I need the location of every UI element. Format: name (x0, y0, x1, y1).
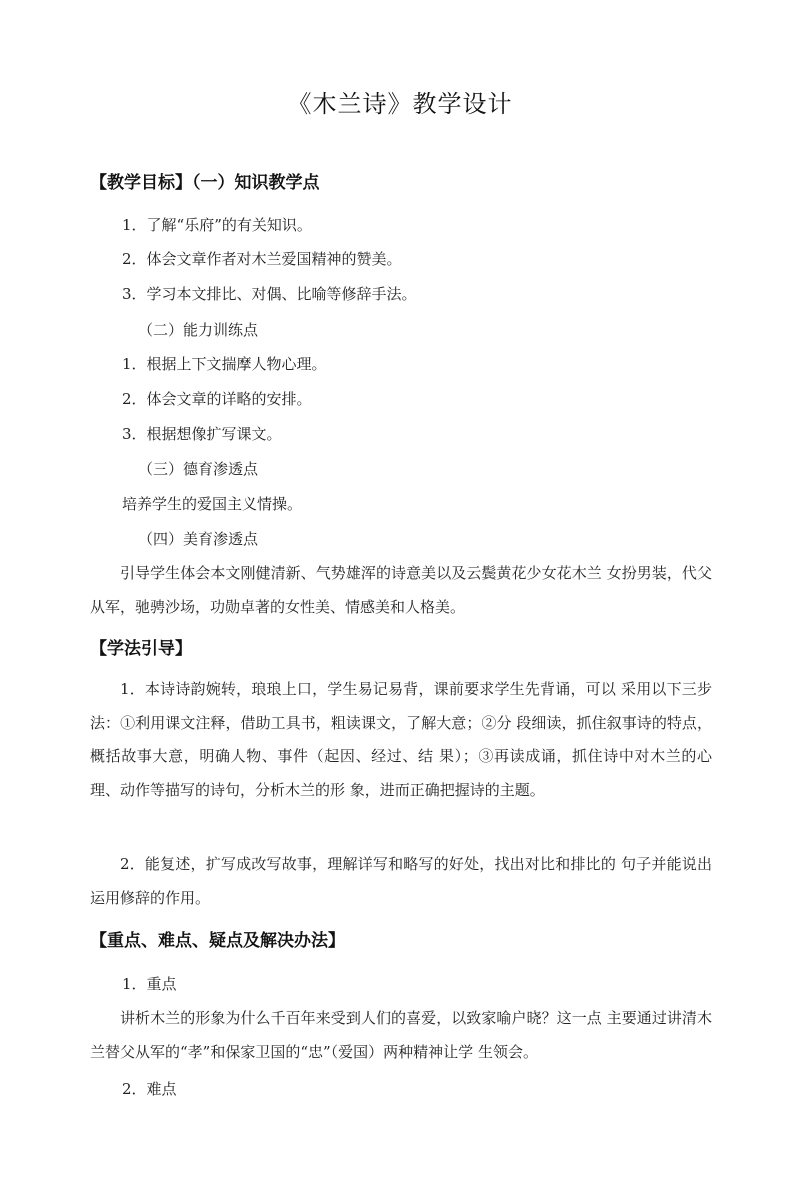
knowledge-item-3: 3．学习本文排比、对偶、比喻等修辞手法。 (122, 285, 417, 303)
teaching-goals-heading (90, 170, 320, 196)
key-point-label: 1．重点 (122, 975, 177, 993)
teaching-goals-label: 【教学目标】 (90, 173, 192, 193)
moral-text: 培养学生的爱国主义情操。 (122, 495, 303, 513)
knowledge-points-subheading: （一）知识教学点 (192, 173, 320, 193)
knowledge-item-1: 1．了解“乐府”的有关知识。 (122, 216, 312, 234)
ability-item-3: 3．根据想像扩写课文。 (122, 425, 282, 443)
key-points-heading: 【重点、难点、疑点及解决办法】 (90, 931, 345, 951)
ability-item-2: 2．体会文章的详略的安排。 (122, 390, 312, 408)
ability-heading: （二）能力训练点 (138, 321, 259, 339)
learning-method-paragraph-1: 1．本诗诗韵婉转，琅琅上口，学生易记易背，课前要求学生先背诵，可以 采用以下三步法：①利用课文注释，借助工具书，粗读课文，了解大意；②分 段细读，抓住叙事诗的特点，概括故事大意，明确人物、事件（起因、经过、结 果）；③再读成诵，抓住诗中对木兰的心理、动作等描写的诗句，分析木兰的形 象，进而正确把握诗的主题。 (90, 680, 712, 799)
page-title: 《木兰诗》教学设计 (287, 90, 513, 118)
learning-method-heading: 【学法引导】 (90, 639, 192, 659)
aesthetic-heading: （四）美育渗透点 (138, 530, 259, 548)
ability-item-1: 1．根据上下文揣摩人物心理。 (122, 355, 327, 373)
knowledge-item-2: 2．体会文章作者对木兰爱国精神的赞美。 (122, 250, 402, 268)
moral-heading: （三）德育渗透点 (138, 460, 259, 478)
learning-method-paragraph-2: 2．能复述，扩写成改写故事，理解详写和略写的好处，找出对比和排比的 句子并能说出运用修辞的作用。 (90, 855, 712, 907)
aesthetic-text: 引导学生体会本文刚健清新、气势雄浑的诗意美以及云鬓黄花少女花木兰 女扮男装，代父从军，驰骋沙场，功勋卓著的女性美、情感美和人格美。 (90, 564, 712, 616)
difficult-point-label: 2．难点 (122, 1080, 177, 1098)
key-point-text: 讲析木兰的形象为什么千百年来受到人们的喜爱，以致家喻户晓？这一点 主要通过讲清木兰替父从军的“孝”和保家卫国的“忠”（爱国）两种精神让学 生领会。 (90, 1009, 712, 1061)
